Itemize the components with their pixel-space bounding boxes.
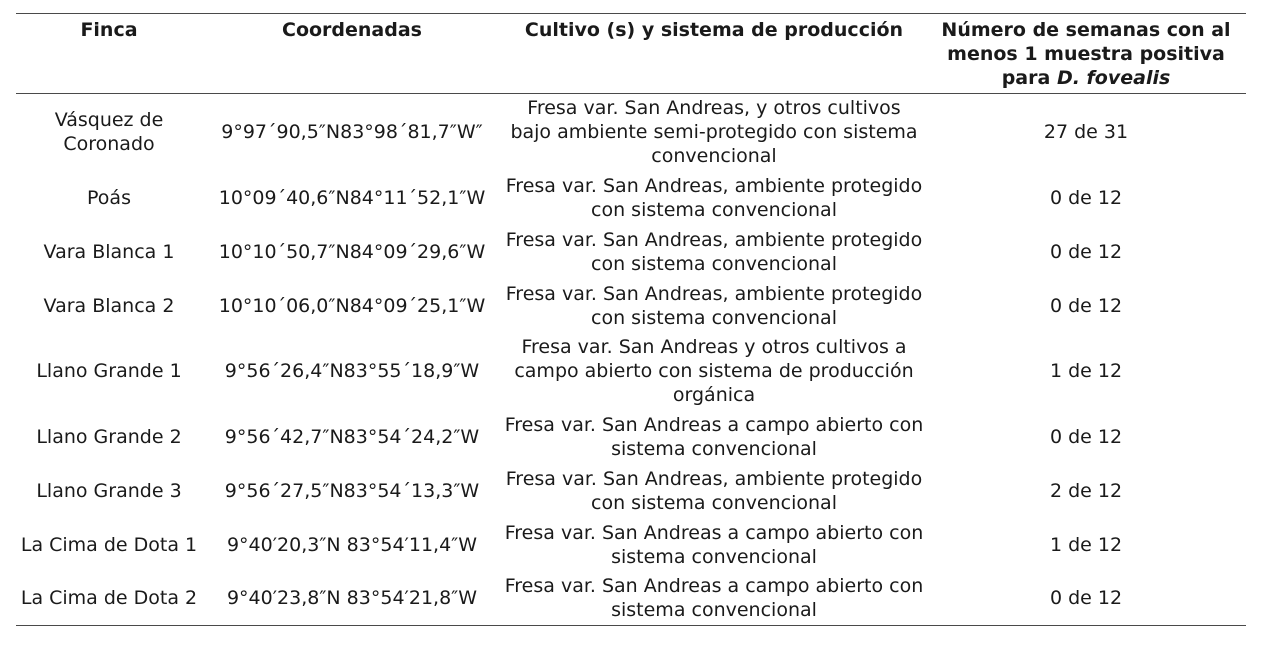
cell-semanas: 0 de 12 — [1049, 425, 1123, 448]
cell-cultivo: Fresa var. San Andreas a campo abierto con sistema convencional — [504, 575, 924, 622]
header-semanas-species: D. fovealis — [1056, 67, 1171, 89]
fincas-table — [16, 13, 1246, 626]
cell-finca: Llano Grande 3 — [36, 479, 182, 502]
table-row — [16, 94, 1246, 171]
cell-finca: Vásquez de Coronado — [54, 109, 164, 156]
cell-cultivo: Fresa var. San Andreas, ambiente protegido con sistema convencional — [505, 467, 923, 514]
header-row — [16, 14, 1246, 94]
cell-finca: Llano Grande 2 — [36, 425, 182, 448]
header-semanas-text: Número de semanas con al menos 1 muestra positiva para — [941, 19, 1231, 89]
cell-semanas: 1 de 12 — [1049, 533, 1123, 556]
table-row — [16, 225, 1246, 279]
cell-cultivo: Fresa var. San Andreas a campo abierto con sistema convencional — [504, 413, 924, 460]
data-table-container — [16, 13, 1246, 626]
cell-coordenadas: 10°10´50,7″N84°09´29,6″W — [218, 240, 486, 263]
cell-coordenadas: 9°40′23,8″N 83°54′21,8″W — [226, 587, 478, 610]
table-row — [16, 333, 1246, 410]
cell-semanas: 27 de 31 — [1043, 121, 1129, 144]
cell-semanas: 0 de 12 — [1049, 587, 1123, 610]
cell-finca: La Cima de Dota 1 — [20, 533, 198, 556]
table-body — [16, 94, 1246, 626]
cell-coordenadas: 10°10´06,0″N84°09´25,1″W — [218, 294, 486, 317]
cell-cultivo: Fresa var. San Andreas a campo abierto con sistema convencional — [504, 521, 924, 568]
cell-coordenadas: 9°56´26,4″N83°55´18,9″W — [224, 360, 480, 382]
cell-semanas: 0 de 12 — [1049, 240, 1123, 263]
cell-semanas: 2 de 12 — [1049, 479, 1123, 502]
cell-semanas: 0 de 12 — [1049, 186, 1123, 209]
header-finca: Finca — [80, 19, 138, 41]
table-row — [16, 410, 1246, 464]
table-row — [16, 171, 1246, 225]
cell-coordenadas: 9°97´90,5″N83°98´81,7″W″ — [221, 121, 483, 144]
cell-cultivo: Fresa var. San Andreas y otros cultivos a campo abierto con sistema de producción orgánica — [514, 336, 914, 406]
cell-coordenadas: 9°56´42,7″N83°54´24,2″W — [224, 425, 480, 448]
cell-finca: Poás — [87, 186, 131, 209]
cell-cultivo: Fresa var. San Andreas, ambiente protegido con sistema convencional — [505, 228, 923, 275]
table-row — [16, 464, 1246, 518]
cell-semanas: 1 de 12 — [1049, 360, 1123, 382]
cell-finca: Vara Blanca 1 — [43, 240, 175, 263]
header-semanas — [926, 14, 1246, 94]
table-header — [16, 14, 1246, 94]
cell-cultivo: Fresa var. San Andreas, ambiente protegido con sistema convencional — [505, 282, 923, 329]
table-row — [16, 279, 1246, 333]
cell-cultivo: Fresa var. San Andreas, ambiente protegido con sistema convencional — [505, 174, 923, 221]
cell-semanas: 0 de 12 — [1049, 294, 1123, 317]
cell-coordenadas: 9°40′20,3″N 83°54′11,4″W — [226, 533, 478, 556]
table-row — [16, 518, 1246, 572]
cell-finca: Vara Blanca 2 — [43, 294, 175, 317]
cell-finca: La Cima de Dota 2 — [20, 587, 198, 610]
table-row — [16, 572, 1246, 626]
header-coordenadas: Coordenadas — [282, 19, 422, 41]
cell-cultivo: Fresa var. San Andreas, y otros cultivos bajo ambiente semi-protegido con sistema convencional — [510, 97, 918, 168]
cell-coordenadas: 9°56´27,5″N83°54´13,3″W — [224, 479, 480, 502]
cell-coordenadas: 10°09´40,6″N84°11´52,1″W — [218, 186, 486, 209]
cell-finca: Llano Grande 1 — [36, 360, 182, 382]
header-cultivo: Cultivo (s) y sistema de producción — [524, 19, 904, 41]
